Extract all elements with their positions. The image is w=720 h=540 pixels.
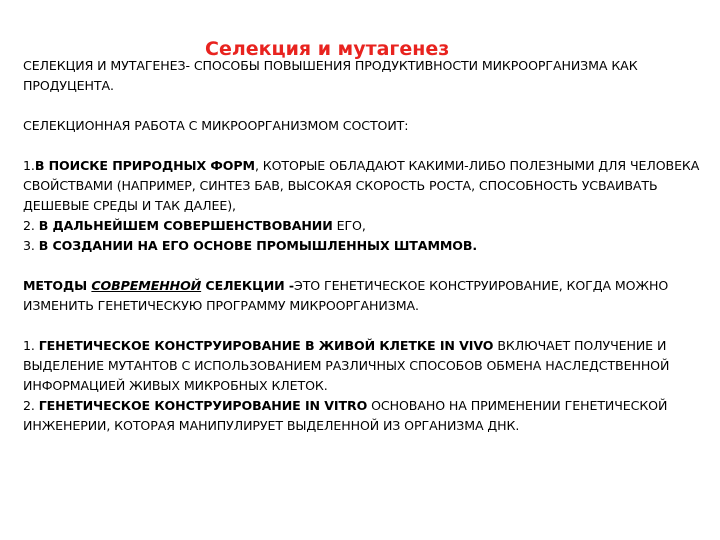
step-number: 1. [23,158,35,173]
type-number: 2. [23,398,35,413]
intro-paragraph: СЕЛЕКЦИЯ И МУТАГЕНЕЗ- СПОСОБЫ ПОВЫШЕНИЯ ПРОДУКТИВНОСТИ МИКРООРГАНИЗМА КАК ПРОДУЦЕНТА. [23,58,638,93]
methods-paragraph [23,276,713,316]
type-text: ВКЛЮЧАЕТ ПОЛУЧЕНИЕ И ВЫДЕЛЕНИЕ МУТАНТОВ С ИСПОЛЬЗОВАНИЕМ РАЗЛИЧНЫХ СПОСОБОВ ОБМЕНА НАСЛЕДСТВЕННОЙ ИНФОРМАЦИЕЙ ЖИВЫХ МИКРОБНЫХ КЛЕТОК. [23,338,670,393]
methods-lead: МЕТОДЫ [23,278,92,293]
type-text: ОСНОВАНО НА ПРИМЕНЕНИИ ГЕНЕТИЧЕСКОЙ ИНЖЕНЕРИИ, КОТОРАЯ МАНИПУЛИРУЕТ ВЫДЕЛЕННОЙ ИЗ ОРГАНИЗМА ДНК. [23,398,668,433]
step-item [23,236,713,256]
step-bold: В СОЗДАНИИ НА ЕГО ОСНОВЕ ПРОМЫШЛЕННЫХ ШТАММОВ. [38,238,478,253]
step-item [23,216,713,236]
methods-lead-2: СЕЛЕКЦИИ - [201,278,295,293]
step-text: , КОТОРЫЕ ОБЛАДАЮТ КАКИМИ-ЛИБО ПОЛЕЗНЫМИ ДЛЯ ЧЕЛОВЕКА СВОЙСТВАМИ (НАПРИМЕР, СИНТЕЗ БАВ, ВЫСОКАЯ СКОРОСТЬ РОСТА, СПОСОБНОСТЬ УСВАИВАТЬ ДЕШЕВЫЕ СРЕДЫ И ТАК ДАЛЕЕ), [23,158,700,213]
methods-emphasis: СОВРЕМЕННОЙ [91,278,202,293]
type-number: 1. [23,338,35,353]
step-bold: В ДАЛЬНЕЙШЕМ СОВЕРШЕНСТВОВАНИИ [38,218,333,233]
step-text: ЕГО, [332,218,366,233]
step-bold: В ПОИСКЕ ПРИРОДНЫХ ФОРМ [34,158,255,173]
slide-title: Селекция и мутагенез [205,38,450,60]
type-bold: ГЕНЕТИЧЕСКОЕ КОНСТРУИРОВАНИЕ В ЖИВОЙ КЛЕТКЕ IN VIVO [38,338,494,353]
step-number: 2. [23,218,35,233]
step-number: 3. [23,238,35,253]
work-heading: СЕЛЕКЦИОННАЯ РАБОТА С МИКРООРГАНИЗМОМ СОСТОИТ: [23,118,409,133]
slide-body [23,56,713,436]
step-item [23,156,713,216]
methods-text: ЭТО ГЕНЕТИЧЕСКОЕ КОНСТРУИРОВАНИЕ, КОГДА МОЖНО ИЗМЕНИТЬ ГЕНЕТИЧЕСКУЮ ПРОГРАММУ МИКРООРГАНИЗМА. [23,278,669,313]
type-item [23,396,713,436]
type-bold: ГЕНЕТИЧЕСКОЕ КОНСТРУИРОВАНИЕ IN VITRO [38,398,368,413]
type-item [23,336,713,396]
